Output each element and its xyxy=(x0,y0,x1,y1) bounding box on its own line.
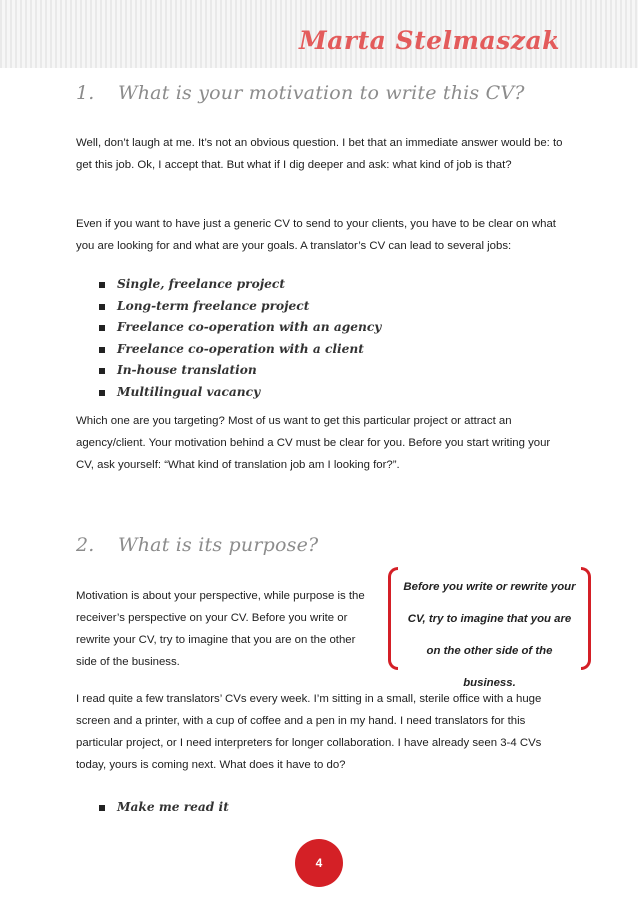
section-1-title: What is your motivation to write this CV? xyxy=(118,82,525,104)
section-2-paragraph-1: Motivation is about your perspective, while purpose is the receiver’s perspective on your CV. Before you write or rewrite your CV, try to imagine that you are on the other side of the business. xyxy=(76,590,365,668)
square-bullet-icon xyxy=(99,347,105,353)
page-number: 4 xyxy=(295,839,343,887)
list-item: Freelance co-operation with a client xyxy=(99,339,381,361)
section-2-heading xyxy=(76,534,318,556)
square-bullet-icon xyxy=(99,325,105,331)
square-bullet-icon xyxy=(99,304,105,310)
square-bullet-icon xyxy=(99,368,105,374)
square-bullet-icon xyxy=(99,390,105,396)
section-2-paragraph-2: I read quite a few translators’ CVs every week. I’m sitting in a small, sterile office with a huge screen and a printer, with a cup of coffee and a pen in my hand. I need translators for this particular project, or I need interpreters for longer collaboration. I have already seen 3-4 CVs today, yours is coming next. What does it have to do? xyxy=(76,693,542,771)
left-bracket-icon xyxy=(388,567,398,670)
pull-quote-callout xyxy=(388,567,591,689)
job-types-list xyxy=(99,274,381,404)
square-bullet-icon xyxy=(99,805,105,811)
section-1-paragraph-1: Well, don’t laugh at me. It’s not an obvious question. I bet that an immediate answer would be: to get this job. Ok, I accept that. But what if I dig deeper and ask: what kind of job is that? xyxy=(76,137,563,171)
section-1-number: 1. xyxy=(76,82,95,104)
right-bracket-icon xyxy=(581,567,591,670)
list-item: Make me read it xyxy=(99,797,229,819)
author-name: Marta Stelmaszak xyxy=(299,26,560,55)
list-item: Freelance co-operation with an agency xyxy=(99,317,381,339)
section-2-number: 2. xyxy=(76,534,95,556)
list-item: In-house translation xyxy=(99,360,381,382)
square-bullet-icon xyxy=(99,282,105,288)
section-1-heading xyxy=(76,82,525,104)
section-2-title: What is its purpose? xyxy=(118,534,319,556)
section-1-paragraph-3: Which one are you targeting? Most of us want to get this particular project or attract an agency/client. Your motivation behind a CV must be clear for you. Before you start writing your CV, ask yourself: “What kind of translation job am I looking for?”. xyxy=(76,415,551,471)
purpose-list xyxy=(99,797,229,819)
section-1-paragraph-2: Even if you want to have just a generic CV to send to your clients, you have to be clear on what you are looking for and what are your goals. A translator’s CV can lead to several jobs: xyxy=(76,218,556,252)
list-item: Single, freelance project xyxy=(99,274,381,296)
list-item: Long-term freelance project xyxy=(99,296,381,318)
pull-quote-text: Before you write or rewrite your CV, try to imagine that you are on the other side of the business. xyxy=(403,581,576,689)
list-item: Multilingual vacancy xyxy=(99,382,381,404)
